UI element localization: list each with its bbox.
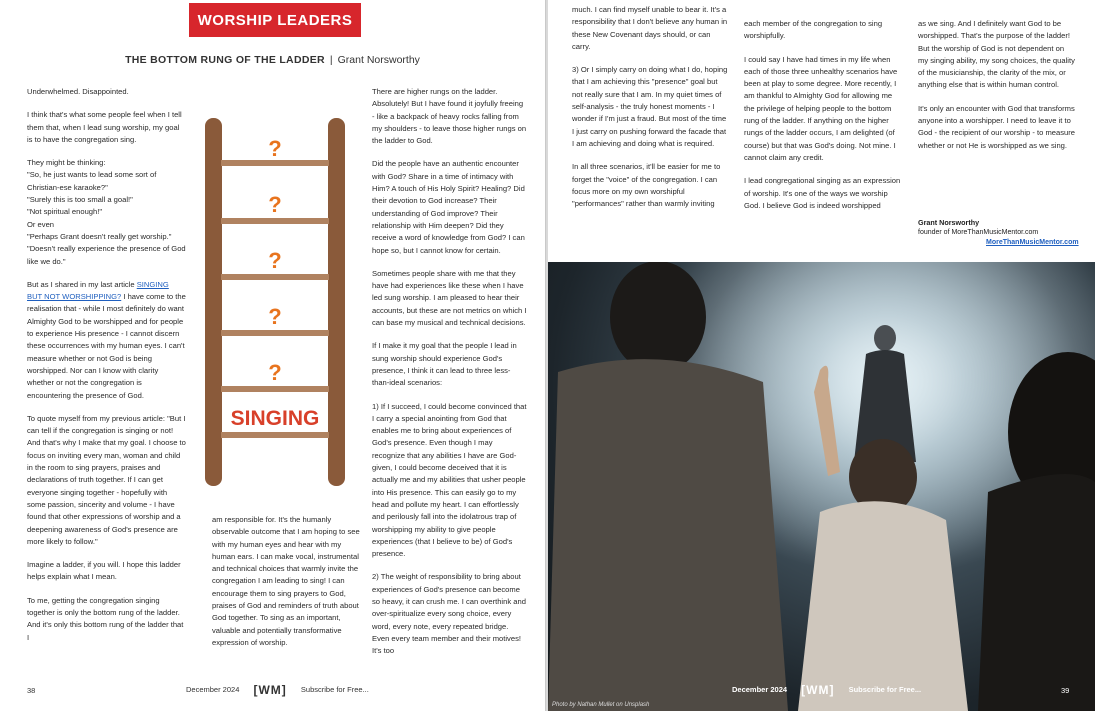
quote-line: "Doesn't really experience the presence of God like we do." <box>27 244 186 266</box>
author-signature <box>918 218 1093 247</box>
subscribe-link[interactable]: Subscribe for Free... <box>300 684 369 694</box>
ladder-rail-right <box>328 118 345 486</box>
ladder-rung <box>221 274 329 280</box>
performer-head <box>874 325 896 351</box>
quote-line: "Surely this is too small a goal!" <box>27 195 133 205</box>
column-3 <box>918 18 1076 163</box>
photo-credit: Photo by Nathan Mullet on Unsplash <box>552 702 650 708</box>
paragraph <box>27 279 186 402</box>
signature-name: Grant Norsworthy <box>918 218 980 227</box>
wm-logo: [WM] <box>801 683 835 697</box>
signature-role: founder of MoreThanMusicMentor.com <box>918 229 1039 237</box>
footer-date: December 2024 <box>732 684 788 694</box>
paragraph: as we sing. And I definitely want God to be worshipped. That's the purpose of the ladder! But the worship of God is not dependent on my singing ability, my song choices, the quality of the musicianship, the clarity of the mix, or anything else that is within human control. <box>918 19 1075 90</box>
paragraph: In all three scenarios, it'll be easier for me to forget the "voice" of the congregation. I can focus more on my own worshipful "performances" rather than warmly inviting <box>572 162 721 209</box>
paragraph: Did the people have an authentic encounter with God? Share in a time of intimacy with Him? A touch of His Holy Spirit? Healing? Did their devotion to God increase? Their understanding of God improve? Their relationship with Him deepen? Did they receive a word of knowledge from God? I can hope so, but I cannot know for certain. <box>372 159 525 255</box>
man-shirt <box>548 359 788 711</box>
ladder-singing-label: SINGING <box>230 407 320 430</box>
page-number: 39 <box>1061 686 1070 695</box>
paragraph: It's only an encounter with God that transforms anyone into a worshipper. I need to leave it to God - the recipient of our worship - to measure whether or not He is worshipped as we sing. <box>918 103 1076 150</box>
ladder-rung <box>221 218 329 224</box>
paragraph: To me, getting the congregation singing together is only the bottom rung of the ladder. And it's only this bottom rung of the ladder that I <box>27 595 184 642</box>
column-1 <box>572 4 728 210</box>
page-number: 38 <box>27 686 36 695</box>
woman-shirt <box>798 501 968 711</box>
footer-bar <box>732 683 921 697</box>
column-2 <box>212 514 360 649</box>
rung-question-mark: ? <box>268 360 282 385</box>
ladder-rung <box>221 432 329 438</box>
rung-question-mark: ? <box>268 248 282 273</box>
foreground-shoulder-right <box>978 474 1095 711</box>
paragraph: Sometimes people share with me that they have had experiences like these when I have led sung worship. I am pleased to hear their accounts, but these are not metrics on which I can base my musical and technical decisions. <box>372 268 527 328</box>
paragraph: I think that's what some people feel when I tell them that, when I lead sung worship, my goal is to have the congregation sing. <box>27 110 182 144</box>
section-banner: WORSHIP LEADERS <box>189 3 361 37</box>
title-separator: | <box>329 54 333 66</box>
left-page <box>0 0 546 711</box>
column-2 <box>744 18 904 212</box>
footer-date: December 2024 <box>186 684 240 694</box>
paragraph: To quote myself from my previous article: "But I can tell if the congregation is singing or not! And that's why I make that my goal. I choose to focus on inviting every man, woman and child in the room to sing prayers, praises and declarations of truth together. If I can get everyone singing together - hopefully with some passion, sincerity and volume - I have found that other expressions of worship and a deepening awareness of God's presence are more likely to follow." <box>27 413 186 546</box>
footer-bar <box>186 683 369 697</box>
paragraph: I could say I have had times in my life when each of those three unhealthy scenarios have been at play to some degree. More recently, I am thankful to Almighty God for allowing me the privilege of helping people to the bottom rung of the ladder. If anything on the higher rungs of the ladder occurs, I am delighted (of course) but that was God's doing. Not mine. I cannot claim any credit. <box>744 54 898 162</box>
article-author: Grant Norsworthy <box>337 54 420 66</box>
quote-list <box>27 157 186 268</box>
quote-line: "Perhaps Grant doesn't really get worship." <box>27 231 172 241</box>
right-page <box>548 0 1095 711</box>
paragraph: Imagine a ladder, if you will. I hope this ladder helps explain what I mean. <box>27 560 181 582</box>
column-3 <box>372 86 527 657</box>
rung-question-mark: ? <box>268 136 282 161</box>
wm-logo: [WM] <box>253 683 287 697</box>
paragraph: There are higher rungs on the ladder. Absolutely! But I have found it joyfully freeing - like a backpack of heavy rocks falling from my shoulders - to leave those higher rungs on the ladder to God. <box>372 87 527 146</box>
paragraph: am responsible for. It's the humanly observable outcome that I am hoping to see with my human eyes and hear with my human ears. I can make vocal, instrumental and technical choices that warmly invite the congregation I am leading to sing! I can encourage them to sing prayers to God, praises of God and reminders of truth about God together. To sing as an important, valuable and potentially transformative expression of worship. <box>212 515 360 647</box>
text: But as I shared in my last article <box>27 279 137 289</box>
signature-link[interactable]: MoreThanMusicMentor.com <box>986 238 1079 246</box>
paragraph: Underwhelmed. Disappointed. <box>27 87 129 96</box>
paragraph: much. I can find myself unable to bear it. It's a responsibility that I don't believe any human in these New Covenant days should, or can carry. <box>572 5 728 51</box>
text: I have come to the realisation that - while I most definitely do want Almighty God to be worshipped and for people to experience His presence - I cannot discern these occurrences with my human eyes. I can't measure whether or not God is being worshipped. Nor can I know with clarity whether or not the congregation is encountering the presence of God. <box>27 292 186 400</box>
ladder-illustration <box>205 118 345 486</box>
worship-concert-photo <box>548 262 1095 711</box>
ladder-rail-left <box>205 118 222 486</box>
man-head <box>610 262 706 373</box>
ladder-rung <box>221 330 329 336</box>
paragraph: 2) The weight of responsibility to bring about experiences of God's presence can become so heavy, it can crush me. I can overthink and over-spiritualize every song choice, every word, every note, every repeated bridge. Even every team member and their motives! It's too <box>372 572 526 656</box>
paragraph: I lead congregational singing as an expression of worship. It's one of the ways we worship God. I believe God is indeed worshipped <box>744 176 901 210</box>
paragraph: 1) If I succeed, I could become convinced that I carry a special anointing from God that enables me to bring about experiences of God's presence. Even though I may recognize that any abilities I have are God-given, I could become deceived that it is actually me and my abilities that usher people into His presence. This can easily go to my head and pollute my heart. I can effortlessly and perilously fall into the idolatrous trap of worshipping my ability to give people experiences (that I believe to be) of God's presence. <box>372 401 527 559</box>
previous-article-link[interactable]: SINGING BUT NOT WORSHIPPING? <box>27 279 169 302</box>
article-title: THE BOTTOM RUNG OF THE LADDER <box>125 54 325 66</box>
paragraph: each member of the congregation to sing worshipfully. <box>744 19 883 41</box>
paragraph: 3) Or I simply carry on doing what I do, hoping that I am achieving this "presence" goal but not really sure that I am. In my quiet times of self-analysis - the truly honest moments - I wonder if I'm just a fraud. But most of the time I just carry on pushing forward the facade that I am achieving and doing what is required. <box>572 65 728 148</box>
rung-question-mark: ? <box>268 304 282 329</box>
quote-line: "Not spiritual enough!" <box>27 207 103 217</box>
article-header <box>0 54 545 66</box>
quote-line: "So, he just wants to lead some sort of Christian-ese karaoke?" <box>27 170 157 192</box>
quote-line: Or even <box>27 219 55 229</box>
ladder-rung <box>221 386 329 392</box>
quote-line: They might be thinking: <box>27 158 106 168</box>
photo-silhouettes <box>548 262 1095 711</box>
column-1 <box>27 86 186 644</box>
subscribe-link[interactable]: Subscribe for Free... <box>848 684 922 694</box>
paragraph: If I make it my goal that the people I lead in sung worship should experience God's presence, I think it can lead to three less-than-ideal scenarios: <box>372 341 517 388</box>
rung-question-mark: ? <box>268 192 282 217</box>
